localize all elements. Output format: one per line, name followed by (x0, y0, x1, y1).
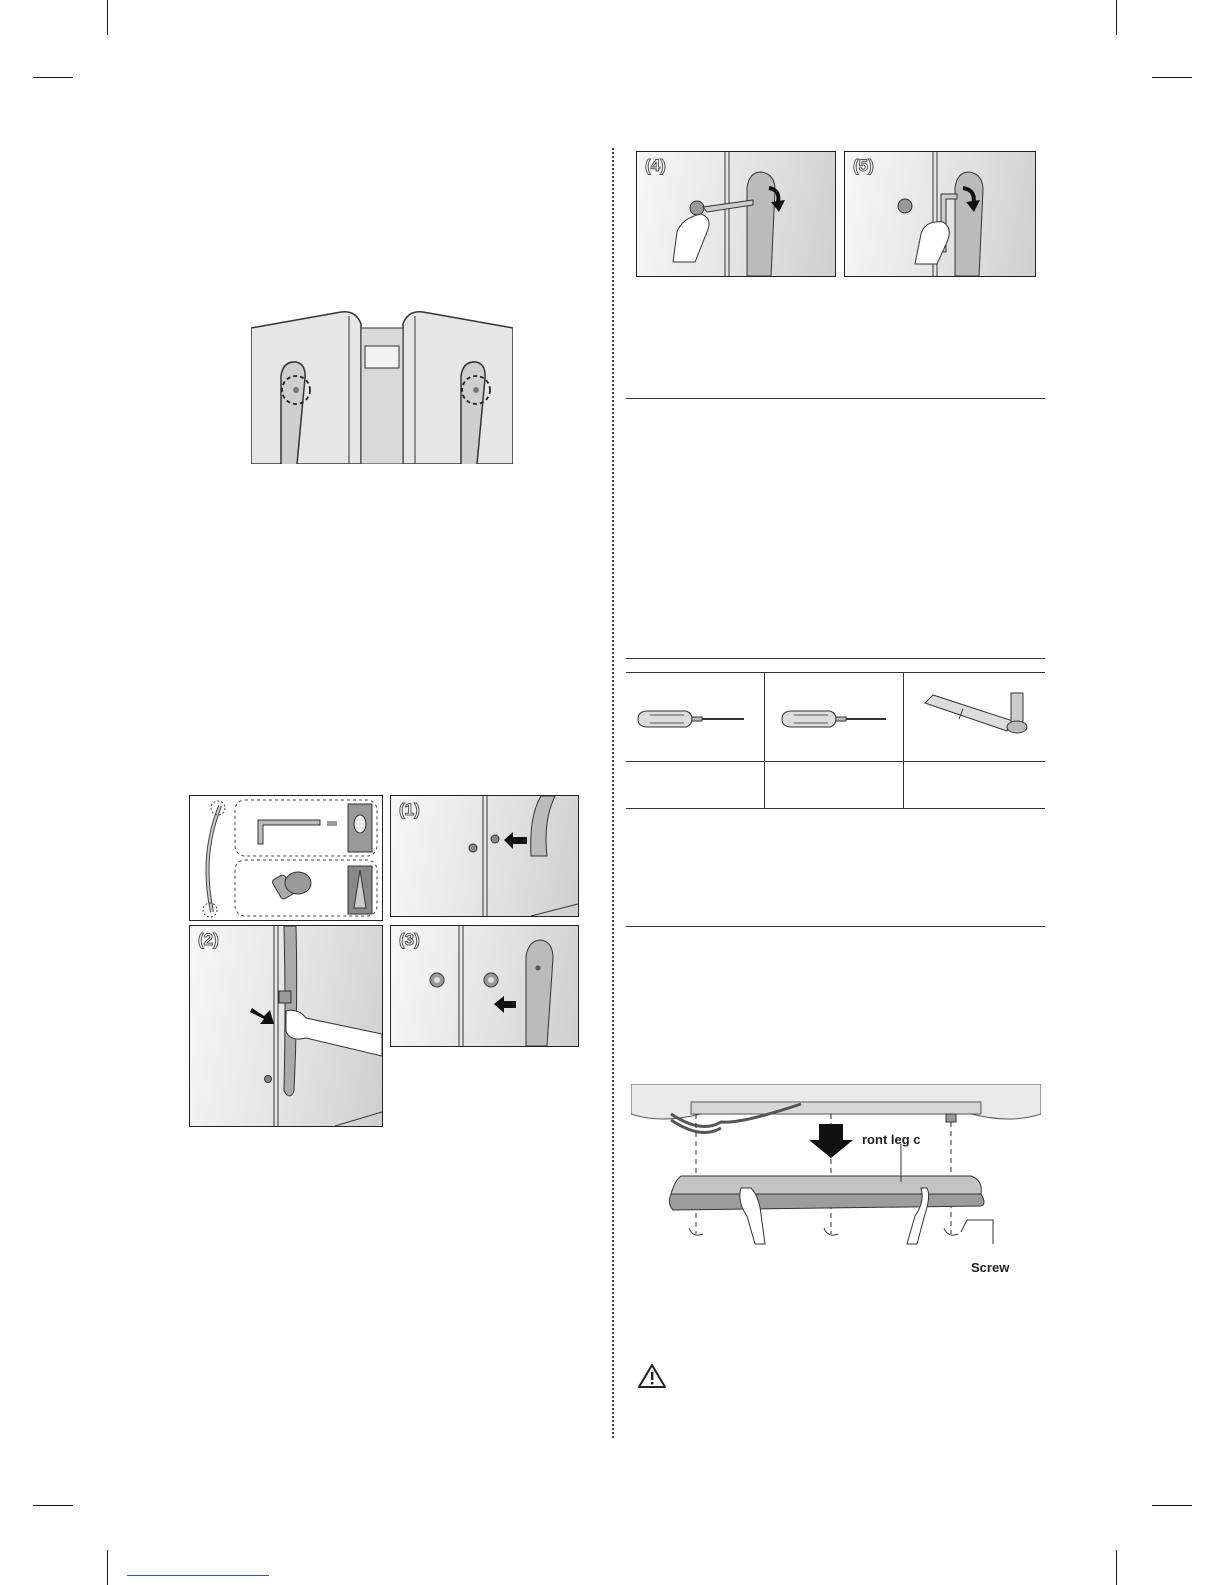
handle-bolt-icon (430, 973, 444, 987)
step-5-figure (844, 151, 1036, 277)
table-row-divider (626, 761, 1045, 762)
allen-key-icon (258, 820, 337, 844)
step-4-figure (636, 151, 836, 277)
tool-cell-flat-screwdriver (626, 673, 765, 808)
step-1-figure (390, 795, 579, 917)
screw-label: Screw (971, 1260, 1010, 1275)
crop-mark (1152, 1505, 1192, 1506)
step-number: (3) (399, 930, 420, 949)
step-2-figure (189, 925, 383, 1127)
crop-mark (33, 77, 73, 78)
arrow-icon (494, 996, 516, 1013)
step-number: (5) (853, 156, 874, 175)
crop-mark (1116, 0, 1117, 35)
hand-icon (915, 222, 949, 264)
column-divider (612, 148, 614, 1438)
leg-cover-figure (631, 1084, 1041, 1280)
hand-icon (673, 214, 709, 262)
handle-bolt-icon (484, 973, 498, 987)
fridge-doors-figure (251, 306, 513, 464)
crop-mark (33, 1505, 73, 1506)
section-rule (626, 658, 1045, 659)
section-rule (626, 926, 1045, 927)
leg-cover-label: ront leg c (862, 1132, 921, 1147)
tool-cell-phillips-screwdriver (764, 673, 904, 808)
tool-cell-socket-wrench (903, 673, 1045, 808)
step-number: (4) (645, 156, 666, 175)
step-number: (1) (399, 800, 420, 819)
step-3-figure (390, 925, 579, 1047)
warning-icon (637, 1363, 667, 1389)
handle-bolt-icon (271, 872, 311, 900)
footer-link[interactable] (127, 1575, 269, 1576)
crop-mark (1152, 77, 1192, 78)
parts-figure (189, 795, 383, 921)
section-rule (626, 398, 1045, 399)
hand-icon (286, 1010, 382, 1056)
crop-mark (1116, 1550, 1117, 1585)
allen-key-icon (703, 200, 753, 212)
arrow-icon (809, 1124, 853, 1158)
arrow-icon (250, 1008, 274, 1024)
arrow-icon (504, 832, 527, 849)
crop-mark (107, 0, 108, 35)
crop-mark (107, 1550, 108, 1585)
step-number: (2) (198, 930, 219, 949)
tools-table (626, 672, 1045, 809)
